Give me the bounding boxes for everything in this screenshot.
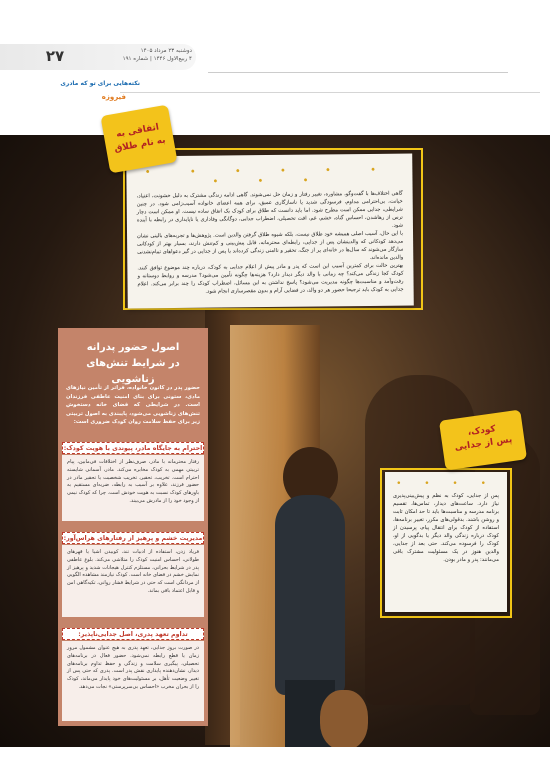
section-body: رفتار محترمانه با مادر، صرف‌نظر از اختلافات فی‌مابین، پیام تربیتی مهمی به کودک مخابره می‌کند. مادر، آسمانی شایسته احترام است. تخریب، تحقیر، تخریب شخصیت یا تحقیر مادر در حضور فرزند، علاوه بر آسیب به رابطه، ضربه‌ای مستقیم به باورهای کودک نسبت به هویت خودش است. چرا که کودک نیمی از وجود خود را از مادرش می‌بیند. [62, 455, 204, 521]
subheading: تداوم تعهد پدری، اصل جدایی‌ناپذیر: [62, 628, 204, 640]
issue-date [80, 47, 192, 63]
pin-dots: • • • • [396, 479, 496, 489]
column-intro: حضور پدر در کانون خانواده، فراتر از تأمین نیازهای مادی، ستونی برای بنای امنیت عاطفی فرزندان است. در شرایطی که فضای خانه دستخوش تنش‌های زناشویی می‌شود، پایبندی به اصول تربیتی زیر برای حفظ سلامت روان کودک ضروری است: [66, 385, 200, 425]
header-divider [208, 72, 508, 73]
top-tag [100, 105, 177, 174]
page-number: ۲۷ [45, 47, 65, 65]
top-article [126, 154, 414, 309]
issue-line: ۴ ربیع‌الاول ۱۴۴۶ | شماره ۱۹۱ [122, 56, 192, 62]
section-body: در صورت بروز جدایی، تعهد پدری به هیچ عنوان مشمول مرور زمان یا قطع رابطه نمی‌شود. حضور فعال در برنامه‌های تحصیلی، پیگیری سلامت و زندگی و حفظ تداوم برنامه‌های دیدار، نشان‌دهنده پایداری نقش پدر است. پدری که حتی پس از تغییر وضعیت تأهل، بر مسئولیت‌های خود پایدار می‌ماند، کودک را از بحران مخرب «احساس بی‌سرپرستی» نجات می‌دهد. [62, 641, 204, 721]
subheading: مدیریت خشم و پرهیز از رفتارهای هراس‌آور: [62, 532, 204, 544]
left-column-content [62, 332, 204, 724]
paragraph: گاهی اختلاف‌ها با گفت‌وگو، مشاوره، تغییر رفتار و زمان حل نمی‌شوند. گاهی ادامه زندگی مشترک به دلیل خشونت، اعتیاد، خیانت، بی‌احترامی مداوم، فرسودگی شدید یا ناسازگاری عمیق، برای همه اعضای خانواده آسیب‌زامی شود. در چنین شرایطی، جدایی ممکن است مطرح شود. اما باید دانست که طلاق برای کودک یک اتفاق ساده نیست. او ممکن است دچار ترس از رهاشدن، احساس گناه، خشم، غم، افت تحصیلی، اضطراب جدایی، دوگانگی وفاداری یا ناپایداری در رابطه با آینده شود. [136, 190, 403, 229]
right-article-body: پس از جدایی، کودک به نظم و پیش‌بینی‌پذیری نیاز دارد. ساعت‌های دیدار، تماس‌ها، تقسیم برنامه مدرسه و مناسبت‌ها باید تا حد امکان ثابت و روشن باشند. بدقولی‌های مکرر، تغییر برنامه‌ها، استفاده از کودک برای انتقال پیام، پرسیدن از کودک درباره زندگی والد دیگر یا بدگویی از او، کودک را فرسوده می‌کند. حتی بعد از جدایی، والدین هنوز در یک مسئولیت مشترک باقی می‌مانند: پدر و مادر بودن. [393, 493, 499, 563]
top-tag-label: اتفاقی به به نام طلاق [113, 122, 167, 155]
section-body: فریاد زدن، استفاده از ادبیات تند، کوبیدن اشیا یا قهرهای طولانی، احساس امنیت کودک را متلاشی می‌کند. بلوغ عاطفی پدر در شرایط بحرانی، مستلزم کنترل هیجانات شدید و پرهیز از نمایش خشم در فضای خانه است. کودک نیازمند مشاهده الگویی از مردانگی است که حتی در شرایط فشار روانی، تکیه‌گاهی امن و قابل اعتماد باقی بماند. [62, 545, 204, 617]
page-header [0, 0, 550, 135]
right-article [385, 472, 507, 612]
teddy-bear [320, 690, 368, 747]
header-divider [120, 92, 540, 93]
section-subtitle: فیروزه [101, 93, 126, 101]
paragraph: بهترین حالت برای کمترین آسیب این است که پدر و مادر پیش از اعلام جدایی به کودک، درباره چند موضوع توافق کنند. کودک کجا زندگی می‌کند؟ چه زمانی با والد دیگر دیدار دارد؟ هزینه‌ها چگونه تأمین می‌شود؟ مدرسه و روابط دوستانه و رفت‌وآمد و مناسبت‌ها چگونه مدیریت می‌شود؟ پاسخ نداشتن به این مسائل، اضطراب کودک را چند برابر می‌کند. اعلام جدایی به کودک باید ترجیحا حضور هر دو والد، در فضایی آرام و بدون مقصرسازی انجام شود. [137, 262, 404, 295]
page-footer [0, 747, 550, 782]
top-article-body [137, 190, 404, 297]
column-title: اصول حضور پدرانه در شرایط تنش‌های زناشویی [86, 342, 180, 385]
section-title: نکته‌هایی برای تو که مادری [60, 80, 140, 87]
subheading: احترام به جایگاه مادر، پیوندی با هویت کودک: [62, 442, 204, 454]
paragraph: با این حال، آسیب اصلی همیشه خود طلاق نیست، بلکه شیوه طلاق گرفتن والدین است. پژوهش‌ها و تجربه‌های بالینی نشان می‌دهد کودکانی که والدینشان پس از جدایی، رابطه‌ای محترمانه، قابل پیش‌بینی و کم‌تنش دارند، بسیار بهتر از کودکانی سازگار می‌شوند که سال‌ها در خانه‌ای پر از جنگ، تحقیر و ناامنی زندگی کرده‌اند یا پس از جدایی در گیر دعواهای تمام‌نشدنی والدین مانده‌اند. [137, 230, 404, 261]
pin-dots: • • • • • • • • • [144, 164, 395, 188]
right-tag-label: کودک، پس از جدایی [454, 424, 513, 453]
date-line: دوشنبه ۲۳ مرداد ۱۴۰۵ [140, 48, 192, 54]
child-body [275, 495, 345, 695]
